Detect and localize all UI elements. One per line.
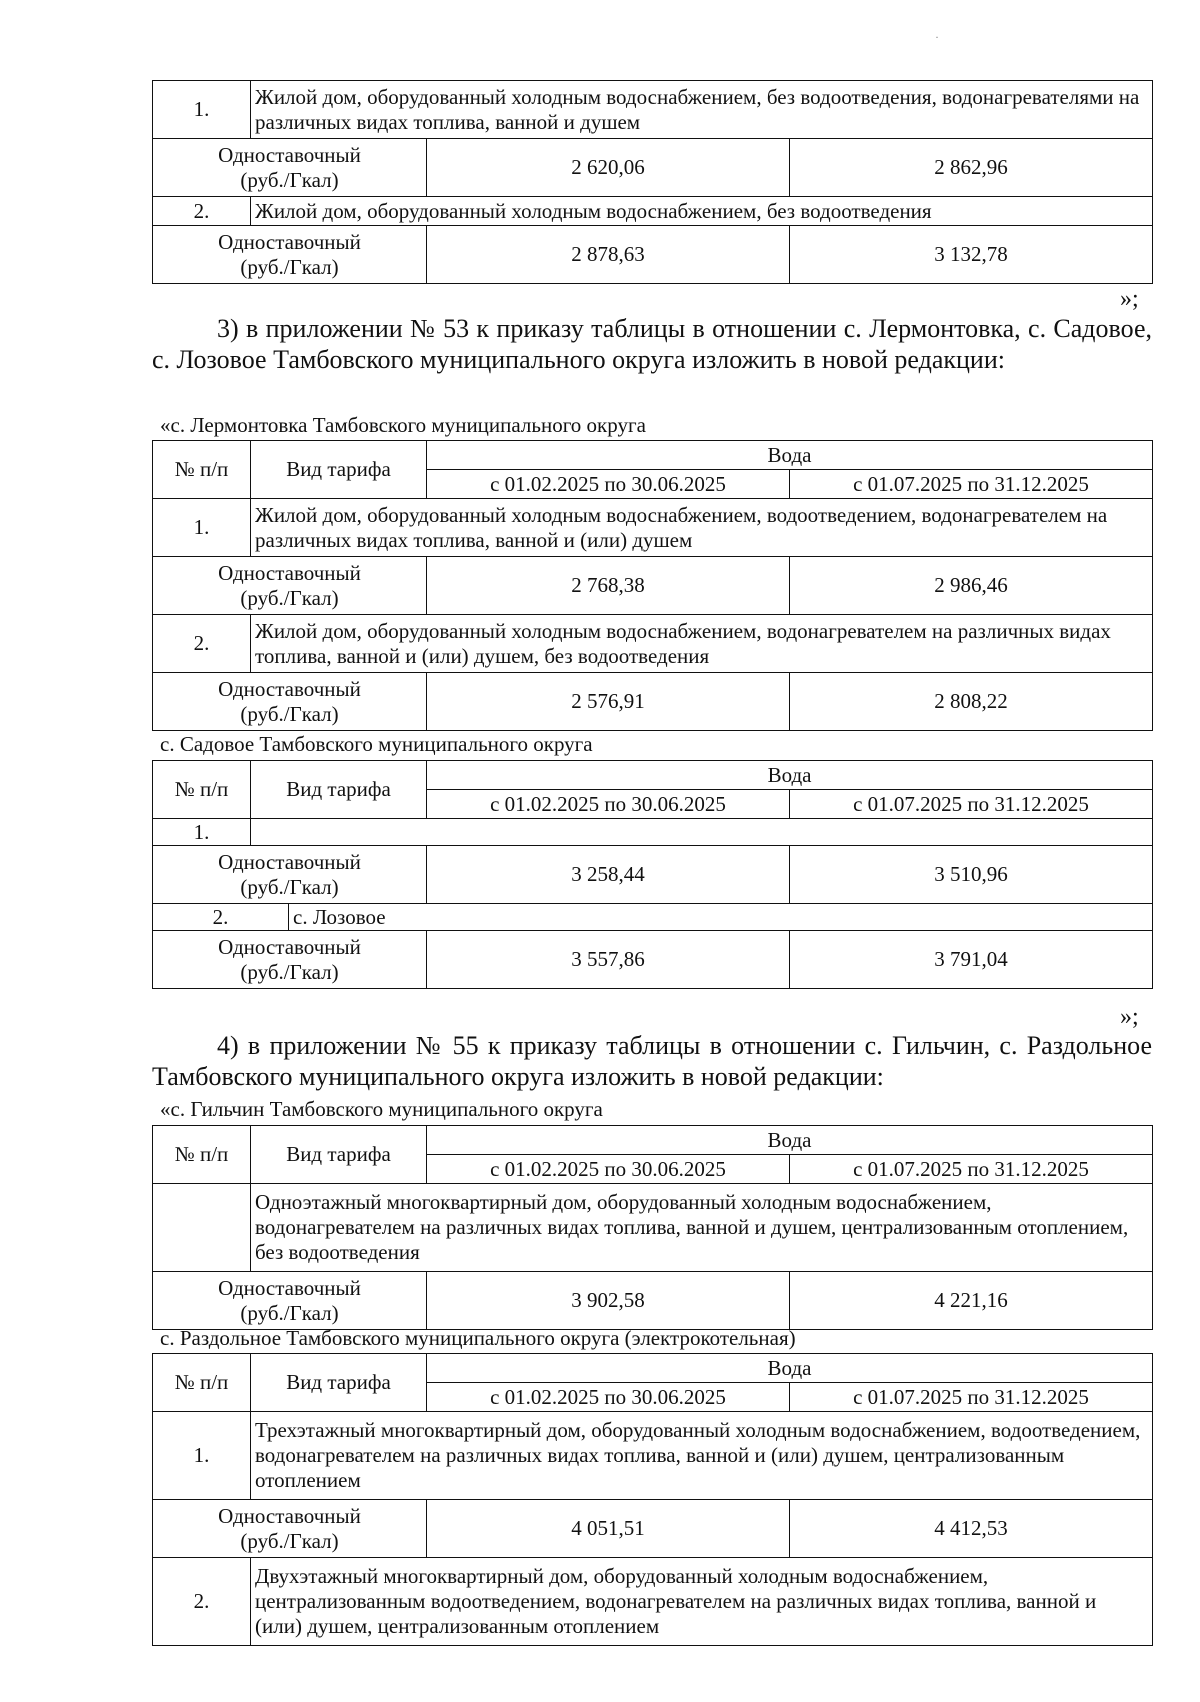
row-number: 1. (153, 81, 251, 139)
header-num: № п/п (153, 1126, 251, 1184)
header-water: Вода (427, 1126, 1153, 1155)
header-type: Вид тарифа (251, 441, 427, 499)
row-number: 1. (153, 819, 251, 846)
tariff-label-line1: Одноставочный (218, 934, 361, 959)
closing-quote: »; (1120, 286, 1139, 312)
header-type: Вид тарифа (251, 1354, 427, 1412)
tariff-label-line1: Одноставочный (218, 560, 361, 585)
tariff-label (153, 673, 427, 731)
row-number-empty (153, 1184, 251, 1272)
value-period1: 4 051,51 (427, 1500, 790, 1558)
closing-quote: »; (1120, 1004, 1139, 1030)
caption-lermontovka: «с. Лермонтовка Тамбовского муниципального округа (160, 413, 646, 437)
row-description-empty (251, 819, 1153, 846)
tariff-label-line2: (руб./Гкал) (240, 167, 339, 192)
table-header-row (153, 1126, 1153, 1155)
table-row (153, 846, 1153, 904)
tariff-table-lermontovka (152, 440, 1153, 731)
table-row (153, 1412, 1153, 1500)
header-num: № п/п (153, 1354, 251, 1412)
tariff-label (153, 1272, 427, 1330)
paragraph-3-text: 3) в приложении № 53 к приказу таблицы в отношении с. Лермонтовка, с. Садовое, с. Лозовое Тамбовского муниципального округа изложить в новой редакции: (152, 314, 1152, 374)
paragraph-4 (152, 1030, 1152, 1092)
tariff-label-line1: Одноставочный (218, 676, 361, 701)
row-number: 1. (153, 1412, 251, 1500)
caption-gilchin: «с. Гильчин Тамбовского муниципального округа (160, 1097, 603, 1121)
tariff-label-line2: (руб./Гкал) (240, 701, 339, 726)
row-description: Трехэтажный многоквартирный дом, оборудованный холодным водоснабжением, водоотведением, водонагревателем на различных видах топлива, ванной и (или) душем, централизованным отоплением (251, 1412, 1153, 1500)
table-header-row (153, 1354, 1153, 1383)
row-number: 2. (153, 904, 289, 931)
header-water: Вода (427, 441, 1153, 470)
table-row (153, 1272, 1153, 1330)
header-water: Вода (427, 1354, 1153, 1383)
value-period1: 2 620,06 (427, 139, 790, 197)
table-row (153, 557, 1153, 615)
value-period1: 2 768,38 (427, 557, 790, 615)
row-description: Жилой дом, оборудованный холодным водоснабжением, водоотведением, водонагревателем на различных видах топлива, ванной и (или) душем (251, 499, 1153, 557)
value-period2: 2 986,46 (790, 557, 1153, 615)
tariff-table-sadovoe (152, 760, 1153, 989)
table-row (153, 1558, 1153, 1646)
header-water: Вода (427, 761, 1153, 790)
value-period1: 3 557,86 (427, 931, 790, 989)
tariff-label (153, 139, 427, 197)
table-row (153, 615, 1153, 673)
value-period2: 2 862,96 (790, 139, 1153, 197)
row-number: 1. (153, 499, 251, 557)
tariff-label-line1: Одноставочный (218, 1503, 361, 1528)
table-header-row (153, 441, 1153, 470)
header-period2: с 01.07.2025 по 31.12.2025 (790, 1383, 1153, 1412)
header-period1: с 01.02.2025 по 30.06.2025 (427, 790, 790, 819)
tariff-label-line1: Одноставочный (218, 229, 361, 254)
tariff-label-line2: (руб./Гкал) (240, 1300, 339, 1325)
value-period1: 2 576,91 (427, 673, 790, 731)
table-header-row (153, 761, 1153, 790)
tariff-table-gilchin (152, 1125, 1153, 1330)
table-row (153, 1184, 1153, 1272)
tariff-label-line2: (руб./Гкал) (240, 1528, 339, 1553)
row-place: с. Лозовое (289, 904, 1153, 931)
tariff-table-continued (152, 80, 1153, 284)
header-num: № п/п (153, 761, 251, 819)
tariff-label-line2: (руб./Гкал) (240, 585, 339, 610)
tariff-label-line2: (руб./Гкал) (240, 254, 339, 279)
value-period1: 2 878,63 (427, 226, 790, 284)
value-period2: 3 132,78 (790, 226, 1153, 284)
tariff-label (153, 226, 427, 284)
header-type: Вид тарифа (251, 1126, 427, 1184)
tariff-label-line1: Одноставочный (218, 142, 361, 167)
header-type: Вид тарифа (251, 761, 427, 819)
value-period1: 3 258,44 (427, 846, 790, 904)
row-number: 2. (153, 197, 251, 226)
table-row (153, 673, 1153, 731)
row-description: Жилой дом, оборудованный холодным водоснабжением, без водоотведения (251, 197, 1153, 226)
tariff-label-line1: Одноставочный (218, 1275, 361, 1300)
tariff-label-line2: (руб./Гкал) (240, 874, 339, 899)
row-description: Жилой дом, оборудованный холодным водоснабжением, без водоотведения, водонагревателями на различных видах топлива, ванной и душем (251, 81, 1153, 139)
header-period2: с 01.07.2025 по 31.12.2025 (790, 470, 1153, 499)
tariff-label (153, 931, 427, 989)
caption-razdolnoe: с. Раздольное Тамбовского муниципального округа (электрокотельная) (160, 1326, 796, 1350)
table-row (153, 81, 1153, 139)
table-row (153, 139, 1153, 197)
table-row (153, 819, 1153, 846)
tariff-label (153, 846, 427, 904)
row-number: 2. (153, 1558, 251, 1646)
tariff-label (153, 1500, 427, 1558)
header-num: № п/п (153, 441, 251, 499)
value-period2: 4 412,53 (790, 1500, 1153, 1558)
value-period2: 3 510,96 (790, 846, 1153, 904)
table-row (153, 1500, 1153, 1558)
tariff-table-razdolnoe (152, 1353, 1153, 1646)
header-period1: с 01.02.2025 по 30.06.2025 (427, 470, 790, 499)
value-period2: 3 791,04 (790, 931, 1153, 989)
value-period2: 2 808,22 (790, 673, 1153, 731)
row-description: Жилой дом, оборудованный холодным водоснабжением, водонагревателем на различных видах топлива, ванной и (или) душем, без водоотведения (251, 615, 1153, 673)
header-period1: с 01.02.2025 по 30.06.2025 (427, 1155, 790, 1184)
value-period2: 4 221,16 (790, 1272, 1153, 1330)
tariff-label-line2: (руб./Гкал) (240, 959, 339, 984)
row-number: 2. (153, 615, 251, 673)
scan-speck: · (935, 30, 939, 44)
row-description: Двухэтажный многоквартирный дом, оборудованный холодным водоснабжением, централизованным водоотведением, водонагревателем на различных видах топлива, ванной и (или) душем, централизованным отоплением (251, 1558, 1153, 1646)
header-period2: с 01.07.2025 по 31.12.2025 (790, 1155, 1153, 1184)
table-row (153, 197, 1153, 226)
header-period1: с 01.02.2025 по 30.06.2025 (427, 1383, 790, 1412)
caption-sadovoe: с. Садовое Тамбовского муниципального округа (160, 732, 593, 756)
paragraph-3 (152, 313, 1152, 375)
row-description: Одноэтажный многоквартирный дом, оборудованный холодным водоснабжением, водонагревателем на различных видах топлива, ванной и душем, централизованным отоплением, без водоотведения (251, 1184, 1153, 1272)
table-row (153, 226, 1153, 284)
value-period1: 3 902,58 (427, 1272, 790, 1330)
table-row (153, 904, 1153, 931)
tariff-label-line1: Одноставочный (218, 849, 361, 874)
tariff-label (153, 557, 427, 615)
table-row (153, 499, 1153, 557)
header-period2: с 01.07.2025 по 31.12.2025 (790, 790, 1153, 819)
table-row (153, 931, 1153, 989)
paragraph-4-text: 4) в приложении № 55 к приказу таблицы в отношении с. Гильчин, с. Раздольное Тамбовского муниципального округа изложить в новой редакции: (152, 1031, 1152, 1091)
